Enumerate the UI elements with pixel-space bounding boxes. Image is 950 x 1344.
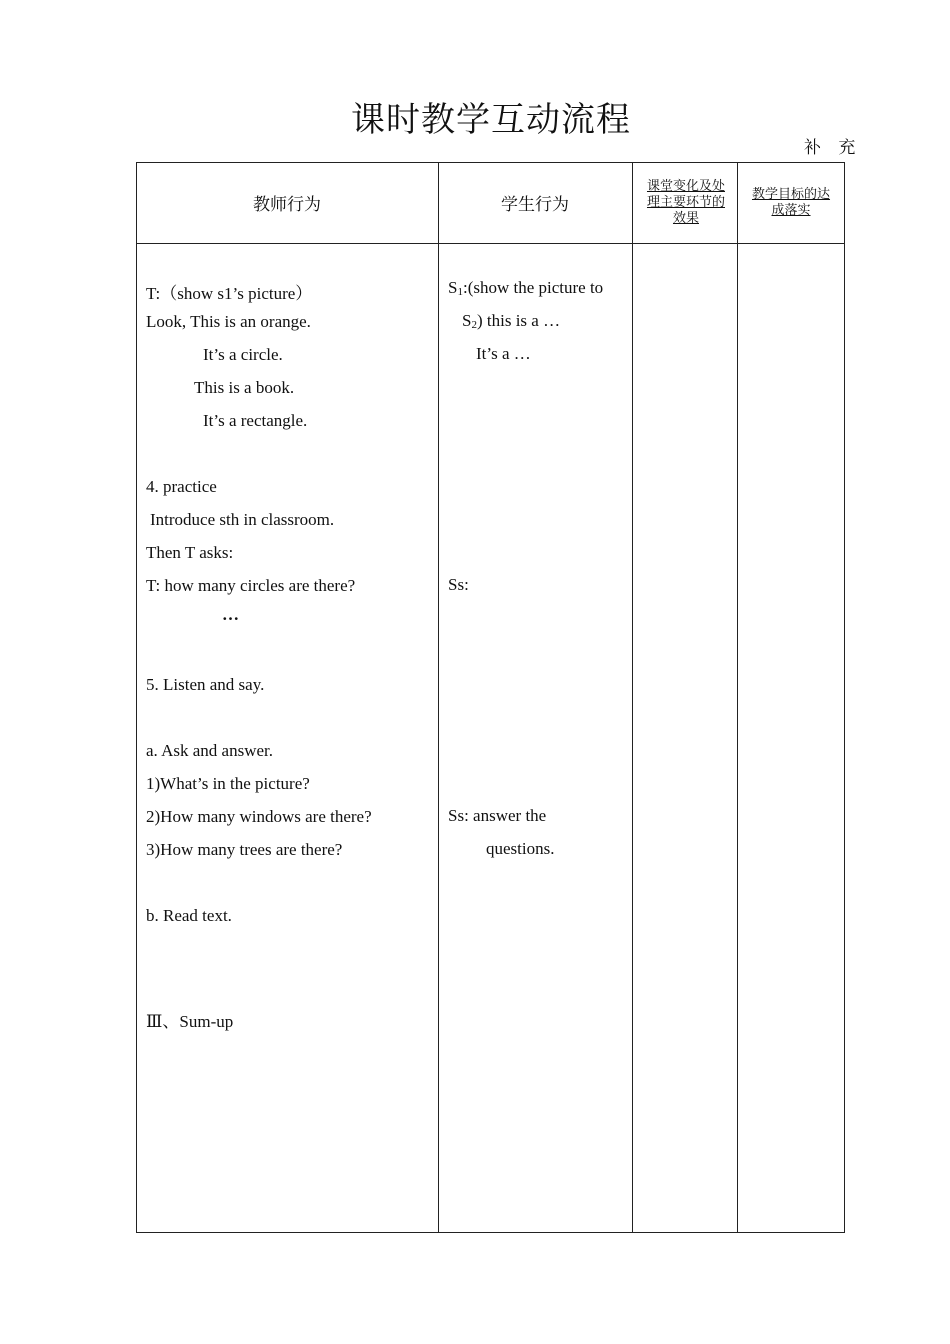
supplement-label: 补 充: [804, 138, 862, 158]
header-teacher: 教师行为: [253, 195, 321, 215]
header-changes: 课堂变化及处理主要环节的效果: [646, 178, 725, 226]
header-student: 学生行为: [501, 195, 569, 215]
teacher-line: …: [222, 605, 239, 624]
teacher-line: 2)How many windows are there?: [146, 807, 372, 826]
teacher-line: T:（show s1’s picture）: [146, 284, 313, 303]
student-line: Ss: answer the: [448, 806, 547, 825]
teacher-line: Then T asks:: [146, 543, 234, 562]
teacher-line: It’s a circle.: [203, 345, 283, 364]
teacher-line: 3)How many trees are there?: [146, 840, 343, 859]
teacher-line: 1)What’s in the picture?: [146, 774, 310, 793]
table-border-bottom: [136, 1232, 845, 1233]
header-divider: [136, 243, 845, 244]
student-line: Ss:: [448, 575, 469, 594]
teacher-line: a. Ask and answer.: [146, 741, 274, 760]
teacher-line: Look, This is an orange.: [146, 312, 311, 331]
teacher-line: This is a book.: [194, 378, 295, 397]
column-divider-2: [632, 162, 633, 1233]
column-divider-1: [438, 162, 439, 1233]
teacher-line: 4. practice: [146, 477, 217, 496]
table-border-right: [844, 162, 845, 1233]
student-line: $S_1:(show$ the picture to: [448, 278, 604, 298]
teacher-line: 5. Listen and say.: [146, 675, 265, 694]
teacher-line: b. Read text.: [146, 906, 232, 925]
teacher-line: Introduce sth in classroom.: [150, 510, 335, 529]
student-line: It’s a …: [476, 344, 531, 363]
table-border-left: [136, 162, 137, 1233]
teacher-line: T: how many circles are there?: [146, 576, 356, 595]
page-title: 课时教学互动流程: [351, 100, 631, 140]
student-line: questions.: [486, 839, 555, 858]
column-divider-3: [737, 162, 738, 1233]
header-goals: 教学目标的达成落实: [752, 186, 831, 218]
lesson-table: [136, 162, 845, 1233]
teacher-line: Ⅲ、Sum-up: [146, 1012, 234, 1031]
teacher-line: It’s a rectangle.: [203, 411, 308, 430]
student-line: $S_2$) this is a …: [462, 311, 561, 331]
